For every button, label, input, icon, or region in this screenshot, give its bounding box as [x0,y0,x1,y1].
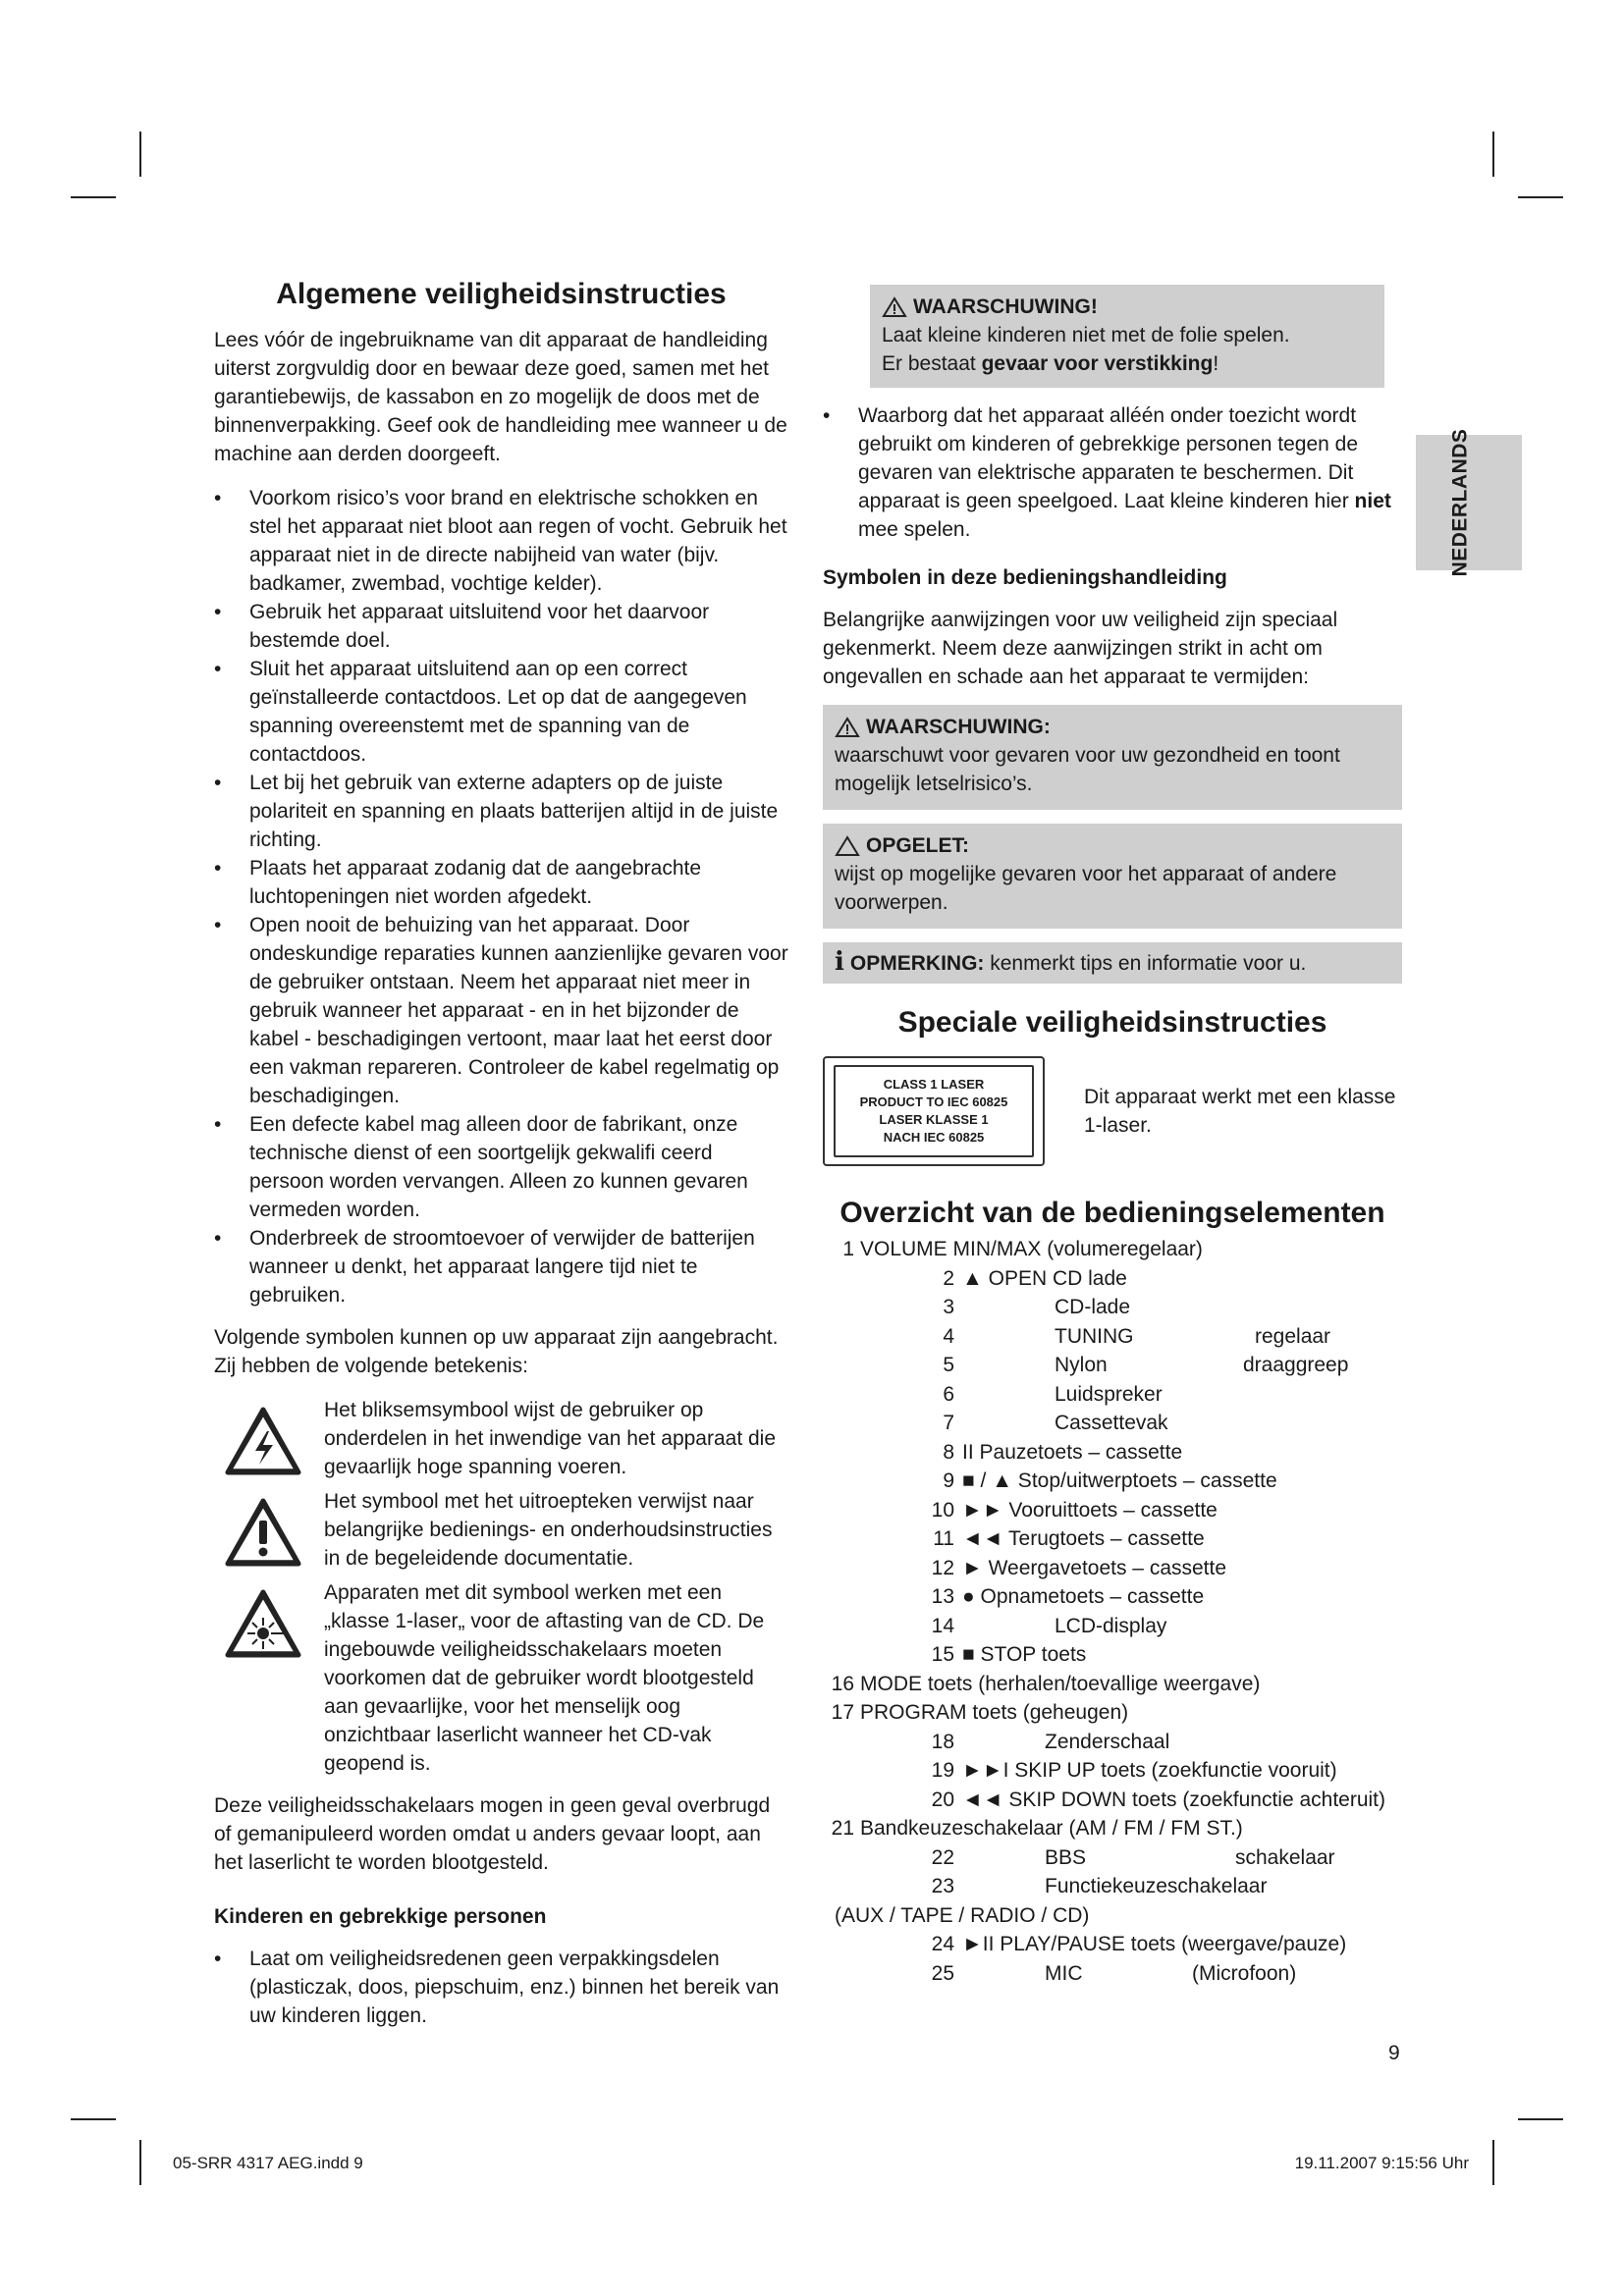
symbol-description: Het bliksemsymbool wijst de gebruiker op onderdelen in het inwendige van het apparaat die gevaarlijk hoge spanning voeren. [324,1399,777,1478]
footer-file-info: 05-SRR 4317 AEG.indd 9 [173,2154,363,2172]
safety-bullet: • Gebruik het apparaat uitsluitend voor het daarvoor bestemde doel. [214,598,788,655]
supervision-bullet [823,401,1402,544]
control-label: ▲ OPEN CD lade [962,1266,1127,1290]
control-item [823,1554,1402,1583]
control-label: Zenderschaal [1045,1730,1170,1753]
control-label: LCD-display [1055,1614,1167,1637]
control-item [823,1786,1402,1815]
control-number: 3 [943,1296,954,1318]
control-item [823,1640,1402,1670]
crop-mark [1518,196,1563,198]
caution-box-title: OPGELET: [866,834,970,857]
control-item [823,1322,1402,1352]
control-item [823,1496,1402,1525]
crop-mark [71,2118,116,2120]
general-safety-title: Algemene veiligheidsinstructies [276,278,727,310]
control-function: schakelaar [1235,1845,1335,1869]
control-item [823,1698,1402,1728]
control-number: 1 [842,1238,854,1260]
control-label: ● Opnametoets – cassette [962,1585,1205,1608]
laser-class-label [823,1056,1045,1166]
control-number: 24 [931,1933,954,1955]
page-number: 9 [1388,2042,1400,2064]
control-item [823,1380,1402,1410]
warning-line [882,349,1373,378]
control-item [823,1235,1402,1264]
laser-label-line: PRODUCT TO IEC 60825 [859,1095,1008,1109]
children-heading: Kinderen en gebrekkige personen [214,1905,547,1928]
safety-bullet: • Open nooit de behuizing van het apparaat. Door ondeskundige reparaties kunnen aanzienlijke gevaren voor de gebruiker ontstaan. Neem het apparaat niet meer in gebruik wanneer het apparaat - en in het bijzonder de kabel - beschadigingen vertoont, maar laat het eerst door een vakman repareren. Controleer de kabel regelmatig op beschadigingen. [214,911,788,1110]
safety-bullet: • Voorkom risico’s voor brand en elektrische schokken en stel het apparaat niet bloot aan regen of vocht. Gebruik het apparaat niet in de directe nabijheid van water (bijv. badkamer, zwembad, vochtige kelder). [214,484,788,598]
control-label: MIC [1045,1961,1083,1985]
control-number: 16 [831,1672,854,1695]
crop-mark [1518,2118,1563,2120]
safety-bullet: • Plaats het apparaat zodanig dat de aangebrachte luchtopeningen niet worden afgedekt. [214,854,788,911]
control-label: CD-lade [1055,1296,1131,1318]
control-number: 14 [931,1614,954,1637]
control-number: 9 [943,1469,954,1492]
language-tab [1416,428,1522,577]
crop-mark [71,196,116,198]
crop-mark [139,2140,141,2185]
intro-paragraph: Lees vóór de ingebruikname van dit apparaat de handleiding uiterst zorgvuldig door en bewaar deze goed, samen met het garantiebewijs, de kassabon en zo mogelijk de doos met de binnenverpakking. Geef ook de handleiding mee wanneer u de machine aan derden doorgeeft. [214,329,787,465]
symbol-row [214,1396,788,1481]
warning-head [882,293,1373,321]
control-label: II Pauzetoets – cassette [962,1440,1183,1464]
children-bullet-list [214,1945,788,2030]
footer-timestamp: 19.11.2007 9:15:56 Uhr [1294,2154,1469,2172]
exclamation-warning-icon [214,1487,312,1568]
control-item [823,1814,1402,1843]
control-number: 7 [943,1412,954,1434]
control-label: ◄◄ Terugtoets – cassette [962,1527,1205,1550]
control-label: VOLUME MIN/MAX (volumeregelaar) [860,1238,1203,1260]
supervision-emphasis: niet [1354,490,1391,512]
control-number: 13 [931,1585,954,1608]
supervision-text: mee spelen. [858,518,971,541]
control-item [823,1901,1402,1931]
switch-note: Deze veiligheidsschakelaars mogen in geen geval overbrugd of gemanipuleerd worden omdat u anders gevaar loopt, aan het laserlicht te worden blootgesteld. [214,1794,771,1874]
crop-mark [139,132,141,177]
warning-box [823,705,1402,810]
control-number: 12 [931,1556,954,1579]
language-tab-label: NEDERLANDS [1448,428,1472,577]
control-label: ►► Vooruittoets – cassette [962,1498,1218,1522]
control-label: ►►I SKIP UP toets (zoekfunctie vooruit) [962,1759,1337,1782]
symbols-intro-right: Belangrijke aanwijzingen voor uw veiligheid zijn speciaal gekenmerkt. Neem deze aanwijzingen strikt in acht om ongevallen en schade aan het apparaat te vermijden: [823,609,1338,688]
warning-text: ! [1213,352,1219,375]
control-function: regelaar [1255,1324,1331,1348]
warning-box-text: waarschuwt voor gevaren voor uw gezondheid en toont mogelijk letselrisico’s. [835,744,1340,795]
control-number: 19 [931,1759,954,1782]
control-label: ► Weergavetoets – cassette [962,1556,1227,1579]
control-item [823,1843,1402,1873]
children-bullet: • Laat om veiligheidsredenen geen verpakkingsdelen (plasticzak, doos, piepschuim, enz.) binnen het bereik van uw kinderen liggen. [214,1945,788,2030]
control-item [823,1438,1402,1468]
control-item [823,1930,1402,1959]
note-title: OPMERKING: [849,952,985,975]
control-item [823,1264,1402,1294]
symbol-row [214,1578,788,1778]
control-item [823,1351,1402,1380]
safety-bullet-list [214,484,788,1309]
control-item [823,1524,1402,1554]
control-item [823,1756,1402,1786]
note-text: kenmerkt tips en informatie voor u. [984,952,1307,975]
caution-box-head [835,831,1390,860]
caution-box-text: wijst op mogelijke gevaren voor het apparaat of andere voorwerpen. [835,863,1337,914]
safety-bullet: • Onderbreek de stroomtoevoer of verwijder de batterijen wanneer u denkt, het apparaat langere tijd niet te gebruiken. [214,1224,788,1309]
control-item [823,1293,1402,1322]
control-label: Luidspreker [1055,1382,1163,1406]
control-label: ►II PLAY/PAUSE toets (weergave/pauze) [962,1933,1347,1955]
symbol-row [214,1487,788,1573]
control-number: 11 [933,1527,954,1550]
caution-triangle-icon [835,835,860,857]
control-label: PROGRAM toets (geheugen) [860,1701,1129,1724]
left-column [214,277,788,2044]
supervision-text: Waarborg dat het apparaat alléén onder toezicht wordt gebruikt om kinderen of gebrekkige personen tegen de gevaren van elektrische apparaten te beschermen. Dit apparaat is geen speelgoed. Laat kleine kinderen hier [858,404,1359,512]
control-label: ◄◄ SKIP DOWN toets (zoekfunctie achteruit) [962,1788,1385,1811]
control-number: 25 [931,1961,954,1985]
control-number: 8 [943,1440,954,1464]
warning-box-head [835,713,1390,741]
note-box [823,942,1402,984]
laser-warning-icon [214,1578,312,1659]
warning-box-title: WAARSCHUWING: [866,716,1051,738]
lightning-warning-icon [214,1396,312,1476]
special-safety-title: Speciale veiligheidsinstructies [897,1006,1327,1039]
control-item [823,1612,1402,1641]
safety-bullet: • Let bij het gebruik van externe adapters op de juiste polariteit en spanning en plaats batterijen altijd in de juiste richting. [214,769,788,854]
safety-bullet: • Sluit het apparaat uitsluitend aan op een correct geïnstalleerde contactdoos. Let op dat de aangegeven spanning overeenstemt met de spanning van de contactdoos. [214,655,788,769]
symbols-intro: Volgende symbolen kunnen op uw apparaat zijn aangebracht. Zij hebben de volgende betekenis: [214,1326,779,1377]
control-number: 23 [931,1875,954,1897]
control-function: (Microfoon) [1192,1961,1297,1985]
control-number: 22 [931,1845,954,1869]
control-label: (AUX / TAPE / RADIO / CD) [835,1903,1090,1927]
symbols-heading: Symbolen in deze bedieningshandleiding [823,566,1227,589]
safety-bullet: • Een defecte kabel mag alleen door de fabrikant, onze technische dienst of een soortgelijk gekwalifi ceerd persoon worden vervangen. Alleen zo kunnen gevaren vermeden worden. [214,1110,788,1224]
control-item [823,1409,1402,1438]
control-number: 21 [831,1817,854,1840]
control-label: ■ / ▲ Stop/uitwerptoets – cassette [962,1469,1277,1492]
control-item [823,1959,1402,1989]
warning-emphasis: gevaar voor verstikking [981,352,1214,375]
control-item [823,1582,1402,1612]
crop-mark [1492,132,1494,177]
laser-description: Dit apparaat werkt met een klasse 1-laser. [1084,1086,1396,1137]
caution-box [823,824,1402,929]
control-number: 20 [931,1788,954,1811]
control-label: TUNING [1055,1324,1134,1348]
laser-label-line: NACH IEC 60825 [883,1130,985,1145]
symbol-description: Apparaten met dit symbool werken met een „klasse 1-laser„ voor de aftasting van de CD. De ingebouwde veiligheidsschakelaars moeten voorkomen dat de gebruiker wordt blootgesteld aan gevaarlijke, voor het menselijk oog onzichtbaar laserlicht wanneer het CD-vak geopend is. [324,1581,765,1775]
warning-triangle-icon [882,296,907,318]
control-item [823,1728,1402,1757]
control-number: 15 [931,1643,954,1666]
control-number: 5 [943,1354,954,1376]
control-label: Cassettevak [1055,1412,1168,1434]
control-number: 10 [931,1498,954,1522]
control-item [823,1670,1402,1699]
controls-overview-title: Overzicht van de bedieningselementen [839,1197,1385,1229]
warning-choking-box [870,285,1384,388]
control-label: ■ STOP toets [962,1643,1087,1666]
control-number: 6 [943,1382,954,1406]
control-number: 4 [943,1324,954,1348]
laser-row [823,1056,1402,1166]
crop-mark [1492,2140,1494,2185]
control-number: 18 [931,1730,954,1753]
control-label: Nylon [1055,1354,1108,1376]
right-column [823,285,1402,1988]
control-label: BBS [1045,1845,1087,1869]
supervision-bullet-list [823,401,1402,544]
warning-title: WAARSCHUWING! [913,295,1098,318]
warning-triangle-icon [835,717,860,738]
symbol-description: Het symbool met het uitroepteken verwijst naar belangrijke bedienings- en onderhoudsinstructies in de begeleidende documentatie. [324,1490,773,1570]
controls-list [823,1235,1402,1988]
control-label: Functiekeuzeschakelaar [1045,1875,1268,1897]
control-label: MODE toets (herhalen/toevallige weergave) [860,1672,1261,1695]
control-item [823,1872,1402,1901]
warning-text: Er bestaat [882,352,982,375]
info-icon: i [835,947,844,977]
warning-line: Laat kleine kinderen niet met de folie spelen. [882,324,1290,347]
control-label: Bandkeuzeschakelaar (AM / FM / FM ST.) [860,1817,1243,1840]
control-number: 2 [943,1266,954,1290]
control-number: 17 [831,1701,854,1724]
laser-label-line: CLASS 1 LASER [883,1077,985,1092]
control-function: draaggreep [1243,1354,1349,1376]
laser-label-inner [834,1065,1034,1157]
control-item [823,1467,1402,1496]
laser-label-line: LASER KLASSE 1 [879,1112,989,1127]
